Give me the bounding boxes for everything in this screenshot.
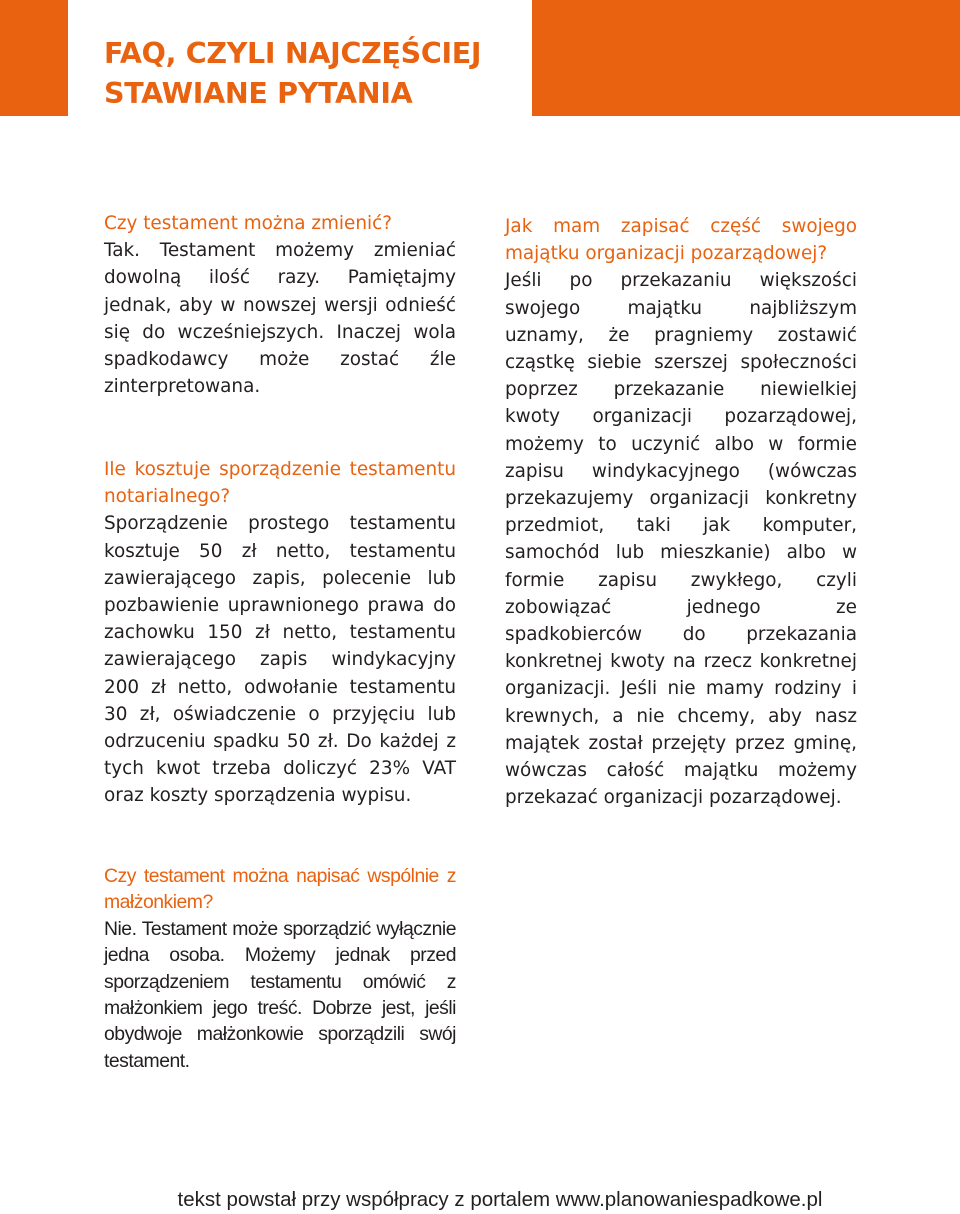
page-title: FAQ, CZYLI NAJCZĘŚCIEJ STAWIANE PYTANIA <box>104 37 482 110</box>
footer-credit: tekst powstał przy współpracy z portalem www.planowaniespadkowe.pl <box>177 1188 823 1211</box>
faq-item-joint-testament <box>104 863 456 1074</box>
header-bar-left <box>0 0 68 116</box>
faq-item-ngo-bequest <box>505 213 857 811</box>
header-bar-right <box>532 0 960 116</box>
faq-answer: Nie. Testament może sporządzić wyłącznie jedna osoba. Możemy jednak przed sporządzeniem testamentu omówić z małżonkiem jego treść. Dobrze jest, jeśli obydwoje małżonkowie sporządzili swój testament. <box>104 917 456 1072</box>
faq-question: Ile kosztuje sporządzenie testamentu notarialnego? <box>104 459 456 508</box>
faq-answer: Sporządzenie prostego testamentu kosztuje 50 zł netto, testamentu zawierającego zapis, polecenie lub pozbawienie uprawnionego prawa do zachowku 150 zł netto, testamentu zawierającego zapis windykacyjny 200 zł netto, odwołanie testamentu 30 zł, oświadczenie o przyjęciu lub odrzuceniu spadku 50 zł. Do każdej z tych kwot trzeba doliczyć 23% VAT oraz koszty sporządzenia wypisu. <box>104 513 456 807</box>
faq-question: Czy testament można napisać wspólnie z małżonkiem? <box>104 865 456 914</box>
faq-answer: Jeśli po przekazaniu większości swojego majątku najbliższym uznamy, że pragniemy zostawić cząstkę siebie szerszej społeczności poprzez przekazanie niewielkiej kwoty organizacji pozarządowej, możemy to uczynić albo w formie zapisu windykacyjnego (wówczas przekazujemy organizacji konkretny przedmiot, taki jak komputer, samochód lub mieszkanie) albo w formie zapisu zwykłego, czyli zobowiązać jednego ze spadkobierców do przekazania konkretnej kwoty na rzecz konkretnej organizacji. Jeśli nie mamy rodziny i krewnych, a nie chcemy, aby nasz majątek został przejęty przez gminę, wówczas całość majątku możemy przekazać organizacji pozarządowej. <box>505 270 857 809</box>
faq-item-notary-cost <box>104 456 456 810</box>
faq-question: Czy testament można zmienić? <box>104 213 392 234</box>
faq-answer: Tak. Testament możemy zmieniać dowolną ilość razy. Pamiętajmy jednak, aby w nowszej wersji odnieść się do wcześniejszych. Inaczej wola spadkodawcy może zostać źle zinterpretowana. <box>104 240 456 398</box>
faq-question: Jak mam zapisać część swojego majątku organizacji pozarządowej? <box>505 216 857 265</box>
faq-item-change-testament <box>104 210 456 400</box>
